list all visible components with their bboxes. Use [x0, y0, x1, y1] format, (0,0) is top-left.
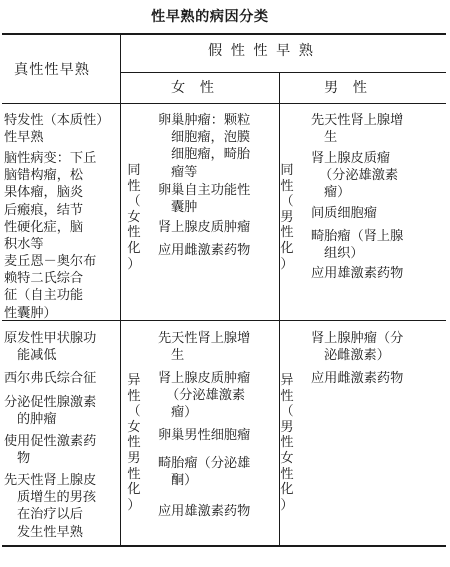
lower-male-item-2: 应用雌激素药物 — [311, 371, 404, 386]
column-divider-1 — [120, 35, 121, 545]
lower-true-item-1: 原发性甲状腺功 能减低 — [4, 331, 97, 364]
upper-female-label: 同 性 （ 女 性 化 ） — [127, 163, 141, 272]
upper-true-item-3: 麦丘恩－奥尔布 赖特二氏综合 征（自主功能 性囊肿） — [4, 254, 97, 321]
upper-female-item-2: 卵巢自主功能性 囊肿 — [158, 183, 251, 216]
header-female: 女 性 — [171, 80, 219, 96]
lower-female-item-2: 肾上腺皮质肿瘤 （分泌雄激素 瘤） — [158, 371, 251, 421]
lower-female-item-1: 先天性肾上腺增 生 — [158, 331, 251, 364]
lower-true-item-3: 分泌促性腺激素 的肿瘤 — [4, 395, 97, 428]
upper-true-item-2: 脑性病变：下丘 脑错构瘤，松 果体瘤，脑炎 后瘢痕，结节 性硬化症，脑 积水等 — [4, 151, 97, 253]
page-title: 性早熟的病因分类 — [151, 9, 269, 25]
lower-male-item-1: 肾上腺肿瘤（分 泌雌激素） — [311, 331, 404, 364]
upper-male-label: 同 性 （ 男 性 化 ） — [280, 163, 294, 272]
upper-male-item-3: 间质细胞瘤 — [311, 206, 377, 221]
header-male: 男 性 — [324, 80, 372, 96]
upper-female-item-1: 卵巢肿瘤：颗粒 细胞瘤，泡膜 细胞瘤，畸胎 瘤等 — [158, 113, 251, 180]
lower-true-item-2: 西尔弗氏综合征 — [4, 371, 97, 386]
bottom-rule — [2, 545, 446, 547]
header-subrule — [120, 72, 446, 73]
lower-female-label: 异 性 （ 女 性 男 性 化 ） — [127, 373, 141, 513]
lower-true-item-5: 先天性肾上腺皮 质增生的男孩 在治疗以后 发生性早熟 — [4, 473, 97, 540]
lower-male-label: 异 性 （ 男 性 女 性 化 ） — [280, 373, 294, 513]
header-pseudo-precocity: 假 性 性 早 熟 — [208, 43, 315, 59]
upper-female-item-3: 肾上腺皮质肿瘤 — [158, 220, 251, 235]
lower-female-item-5: 应用雄激素药物 — [158, 504, 251, 519]
lower-female-item-4: 畸胎瘤（分泌雄 酮） — [158, 456, 251, 489]
upper-male-item-1: 先天性肾上腺增 生 — [311, 113, 404, 146]
upper-male-item-5: 应用雄激素药物 — [311, 266, 404, 281]
upper-male-item-2: 肾上腺皮质瘤 （分泌雄激素 瘤） — [311, 151, 399, 201]
upper-female-item-4: 应用雌激素药物 — [158, 243, 251, 258]
upper-true-item-1: 特发性（本质性） 性早熟 — [4, 113, 110, 146]
upper-male-item-4: 畸胎瘤（肾上腺 组织） — [311, 229, 404, 262]
lower-female-item-3: 卵巢男性细胞瘤 — [158, 428, 251, 443]
top-rule — [2, 33, 446, 35]
header-true-precocity: 真性性早熟 — [14, 62, 90, 78]
header-bottom-rule — [2, 103, 446, 104]
lower-true-item-4: 使用促性激素药 物 — [4, 434, 97, 467]
